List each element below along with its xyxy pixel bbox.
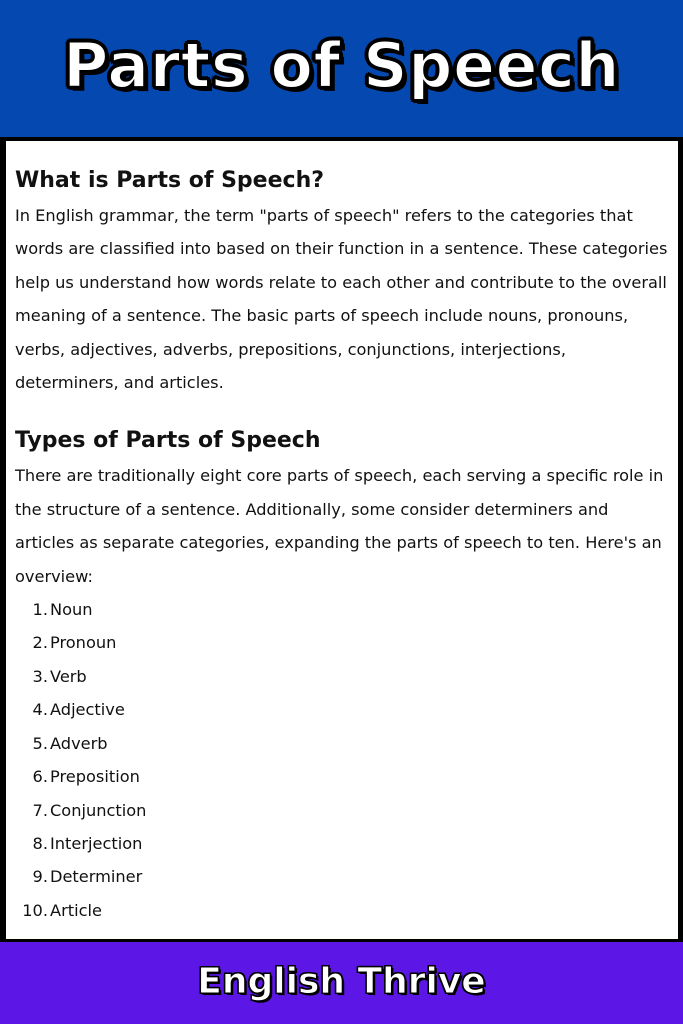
list-item-number: 7.	[32, 800, 48, 820]
list-item-number: 6.	[32, 767, 48, 787]
list-item-label: Pronoun	[50, 633, 117, 653]
section-heading-types: Types of Parts of Speech	[15, 428, 321, 454]
content-panel	[6, 141, 678, 939]
list-item-label: Adjective	[50, 700, 125, 720]
list-item-number: 5.	[32, 733, 48, 753]
parts-of-speech-list	[15, 593, 668, 927]
list-item-pronoun	[15, 626, 668, 659]
types-paragraph: There are traditionally eight core parts of speech, each serving a specific role in the structure of a sentence. Additionally, some consider determiners and articles as separate categories, expanding the parts of speech to ten. Here's an overview:	[15, 466, 664, 586]
header-banner	[0, 0, 683, 137]
list-item-number: 10.	[22, 900, 48, 920]
definition-paragraph: In English grammar, the term "parts of speech" refers to the categories that words are classified into based on their function in a sentence. These categories help us understand how words relate to each other and contribute to the overall meaning of a sentence. The basic parts of speech include nouns, pronouns, verbs, adjectives, adverbs, prepositions, conjunctions, interjections, determiners, and articles.	[15, 206, 668, 393]
list-item-interjection	[15, 827, 668, 860]
list-item-verb	[15, 660, 668, 693]
list-item-label: Preposition	[50, 767, 140, 787]
list-item-adjective	[15, 693, 668, 726]
page-title: Parts of Speech	[63, 29, 620, 102]
list-item-label: Interjection	[50, 833, 143, 853]
section-heading-definition: What is Parts of Speech?	[15, 168, 324, 193]
brand-name: English Thrive	[197, 960, 486, 1002]
list-item-number: 3.	[32, 666, 48, 686]
list-item-noun	[15, 593, 668, 626]
list-item-number: 9.	[32, 867, 48, 887]
list-item-label: Determiner	[50, 867, 143, 887]
list-item-conjunction	[15, 794, 668, 827]
list-item-preposition	[15, 760, 668, 793]
list-item-label: Verb	[50, 666, 87, 686]
list-item-adverb	[15, 727, 668, 760]
list-item-number: 4.	[32, 700, 48, 720]
list-item-number: 8.	[32, 833, 48, 853]
list-item-label: Conjunction	[50, 800, 147, 820]
list-item-label: Noun	[50, 600, 93, 620]
footer-banner	[0, 942, 683, 1024]
list-item-article	[15, 894, 668, 927]
list-item-label: Adverb	[50, 733, 108, 753]
list-item-number: 1.	[32, 600, 48, 620]
list-item-number: 2.	[32, 633, 48, 653]
list-item-label: Article	[50, 900, 102, 920]
list-item-determiner	[15, 860, 668, 893]
